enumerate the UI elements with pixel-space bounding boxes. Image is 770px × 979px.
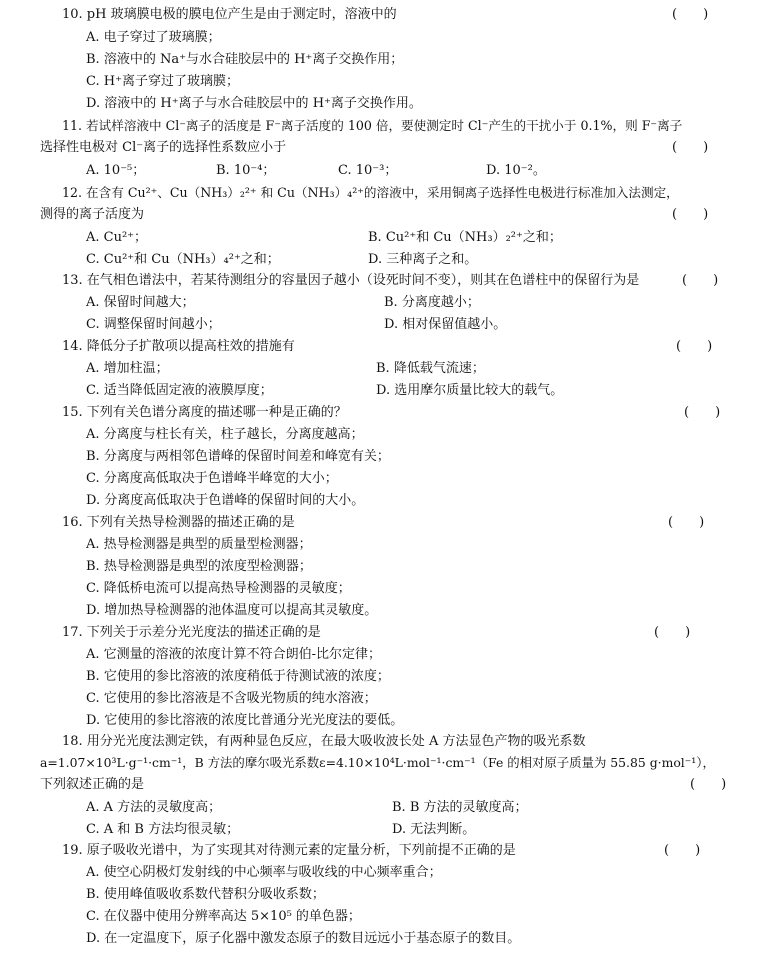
question-12-stem-2: 测得的离子活度为 — [40, 207, 145, 222]
option-14-b: B. 降低载气流速； — [376, 361, 485, 376]
option-19-c: C. 在仪器中使用分辨率高达 5×10⁵ 的单色器； — [86, 909, 361, 924]
question-11-stem-2: 选择性电极对 Cl⁻离子的选择性系数应小于 — [40, 140, 287, 155]
answer-paren: ( ) — [676, 339, 713, 354]
question-11-stem-1: 11. 若试样溶液中 Cl⁻离子的活度是 F⁻离子活度的 100 倍，要使测定时 Cl⁻产生的干扰小于 0.1%，则 F⁻离子 — [62, 118, 683, 133]
answer-paren: ( ) — [684, 405, 721, 420]
question-15-stem: 15. 下列有关色谱分离度的描述哪一种是正确的？ — [62, 405, 347, 420]
option-11-d: D. 10⁻²。 — [486, 163, 546, 178]
option-10-c: C. H⁺离子穿过了玻璃膜； — [86, 74, 239, 89]
option-15-b: B. 分离度与两相邻色谱峰的保留时间差和峰宽有关； — [86, 449, 390, 464]
option-15-d: D. 分离度高低取决于色谱峰的保留时间的大小。 — [86, 493, 365, 508]
answer-paren: ( ) — [672, 7, 709, 22]
option-18-d: D. 无法判断。 — [392, 822, 476, 837]
answer-paren: ( ) — [668, 515, 705, 530]
question-18-stem-1: 18. 用分光光度法测定铁，有两种显色反应，在最大吸收波长处 A 方法显色产物的吸光系数 — [62, 734, 586, 749]
option-17-d: D. 它使用的参比溶液的浓度比普通分光光度法的要低。 — [86, 713, 404, 728]
option-11-b: B. 10⁻⁴； — [216, 163, 276, 178]
option-19-b: B. 使用峰值吸收系数代替积分吸收系数； — [86, 887, 325, 902]
question-14-stem: 14. 降低分子扩散项以提高柱效的措施有 — [62, 339, 295, 354]
question-13-stem: 13. 在气相色谱法中，若某待测组分的容量因子越小（设死时间不变），则其在色谱柱中的保留行为是 — [62, 273, 640, 288]
option-11-c: C. 10⁻³； — [338, 163, 398, 178]
question-10-stem: 10. pH 玻璃膜电极的膜电位产生是由于测定时，溶液中的 — [62, 7, 397, 22]
answer-paren: ( ) — [672, 207, 709, 222]
answer-paren: ( ) — [664, 843, 701, 858]
option-14-d: D. 选用摩尔质量比较大的载气。 — [376, 383, 564, 398]
option-13-a: A. 保留时间越大； — [86, 295, 195, 310]
option-17-b: B. 它使用的参比溶液的浓度稍低于待测试液的浓度； — [86, 669, 390, 684]
option-16-d: D. 增加热导检测器的池体温度可以提高其灵敏度。 — [86, 603, 378, 618]
option-17-c: C. 它使用的参比溶液是不含吸光物质的纯水溶液； — [86, 691, 377, 706]
option-16-c: C. 降低桥电流可以提高热导检测器的灵敏度； — [86, 581, 351, 596]
option-14-a: A. 增加柱温； — [86, 361, 169, 376]
option-12-b: B. Cu²⁺和 Cu（NH₃）₂²⁺之和； — [368, 230, 562, 245]
option-12-a: A. Cu²⁺； — [86, 230, 148, 245]
option-17-a: A. 它测量的溶液的浓度计算不符合朗伯-比尔定律； — [86, 647, 382, 662]
question-17-stem: 17. 下列关于示差分光光度法的描述正确的是 — [62, 625, 321, 640]
question-18-stem-2: a=1.07×10³L·g⁻¹·cm⁻¹，B 方法的摩尔吸光系数ε=4.10×10⁴L·mol⁻¹·cm⁻¹（Fe 的相对原子质量为 55.85 g·mol⁻¹）， — [40, 755, 715, 770]
answer-paren: ( ) — [672, 140, 709, 155]
question-18-stem-3: 下列叙述正确的是 — [40, 777, 145, 792]
option-10-a: A. 电子穿过了玻璃膜； — [86, 30, 221, 45]
option-10-d: D. 溶液中的 H⁺离子与水合硅胶层中的 H⁺离子交换作用。 — [86, 96, 422, 111]
option-15-c: C. 分离度高低取决于色谱峰半峰宽的大小； — [86, 471, 338, 486]
option-18-a: A. A 方法的灵敏度高； — [86, 800, 222, 815]
option-11-a: A. 10⁻⁵； — [86, 163, 146, 178]
option-16-b: B. 热导检测器是典型的浓度型检测器； — [86, 559, 312, 574]
option-15-a: A. 分离度与柱长有关，柱子越长，分离度越高； — [86, 427, 364, 442]
answer-paren: ( ) — [682, 273, 719, 288]
question-12-stem-1: 12. 在含有 Cu²⁺、Cu（NH₃）₂²⁺ 和 Cu（NH₃）₄²⁺的溶液中，采用铜离子选择性电极进行标准加入法测定， — [62, 185, 679, 200]
question-16-stem: 16. 下列有关热导检测器的描述正确的是 — [62, 515, 295, 530]
option-12-d: D. 三种离子之和。 — [368, 252, 478, 267]
option-19-a: A. 使空心阴极灯发射线的中心频率与吸收线的中心频率重合； — [86, 865, 442, 880]
question-19-stem: 19. 原子吸收光谱中，为了实现其对待测元素的定量分析，下列前提不正确的是 — [62, 843, 516, 858]
option-14-c: C. 适当降低固定液的液膜厚度； — [86, 383, 273, 398]
option-12-c: C. Cu²⁺和 Cu（NH₃）₄²⁺之和； — [86, 252, 280, 267]
option-13-b: B. 分离度越小； — [384, 295, 480, 310]
option-10-b: B. 溶液中的 Na⁺与水合硅胶层中的 H⁺离子交换作用； — [86, 52, 404, 67]
option-18-c: C. A 和 B 方法均很灵敏； — [86, 822, 240, 837]
option-16-a: A. 热导检测器是典型的质量型检测器； — [86, 537, 312, 552]
option-13-c: C. 调整保留时间越小； — [86, 317, 221, 332]
answer-paren: ( ) — [690, 777, 727, 792]
option-19-d: D. 在一定温度下，原子化器中激发态原子的数目远远小于基态原子的数目。 — [86, 931, 521, 946]
answer-paren: ( ) — [654, 625, 691, 640]
option-13-d: D. 相对保留值越小。 — [384, 317, 507, 332]
option-18-b: B. B 方法的灵敏度高； — [392, 800, 528, 815]
